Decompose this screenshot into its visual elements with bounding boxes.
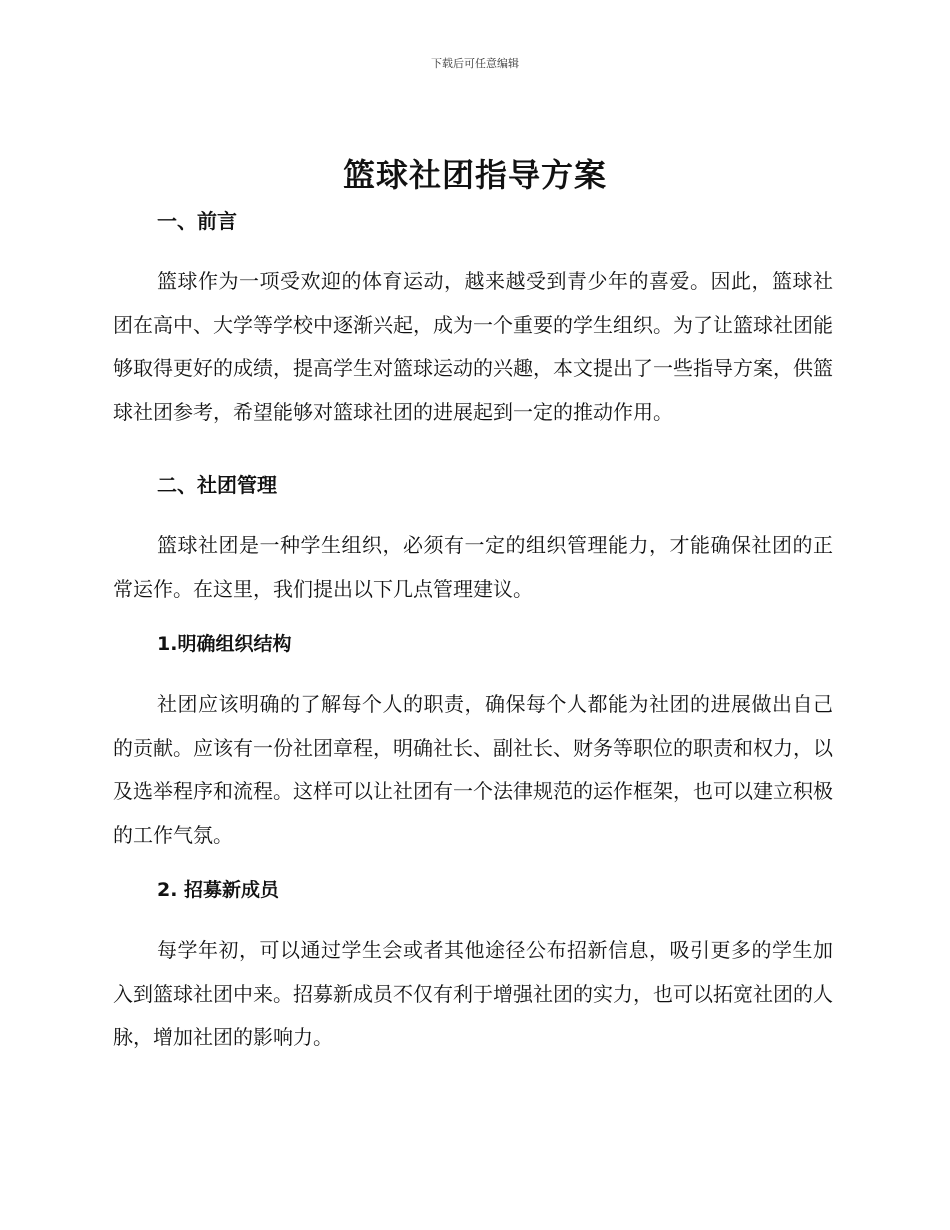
section-heading-management: 二、社团管理 xyxy=(157,473,277,497)
document-body xyxy=(113,205,833,1060)
subsection-paragraph-recruitment: 每学年初，可以通过学生会或者其他途径公布招新信息，吸引更多的学生加入到篮球社团中来。招募新成员不仅有利于增强社团的实力，也可以拓宽社团的人脉，增加社团的影响力。 xyxy=(113,938,833,1049)
section-paragraph-management: 篮球社团是一种学生组织，必须有一定的组织管理能力，才能确保社团的正常运作。在这里，我们提出以下几点管理建议。 xyxy=(113,533,833,601)
subsection-heading-structure: 1.明确组织结构 xyxy=(157,633,292,655)
subsection-paragraph-structure: 社团应该明确的了解每个人的职责，确保每个人都能为社团的进展做出自己的贡献。应该有一份社团章程，明确社长、副社长、财务等职位的职责和权力，以及选举程序和流程。这样可以让社团有一个法律规范的运作框架，也可以建立积极的工作气氛。 xyxy=(113,692,833,847)
subsection-heading-recruitment: 2. 招募新成员 xyxy=(157,879,280,901)
section-paragraph-preface: 篮球作为一项受欢迎的体育运动，越来越受到青少年的喜爱。因此，篮球社团在高中、大学等学校中逐渐兴起，成为一个重要的学生组织。为了让篮球社团能够取得更好的成绩，提高学生对篮球运动的兴趣，本文提出了一些指导方案，供篮球社团参考，希望能够对篮球社团的进展起到一定的推动作用。 xyxy=(113,269,833,424)
page-header-note: 下载后可任意编辑 xyxy=(431,57,519,70)
section-heading-preface: 一、前言 xyxy=(157,209,237,233)
document-title: 篮球社团指导方案 xyxy=(342,156,607,194)
